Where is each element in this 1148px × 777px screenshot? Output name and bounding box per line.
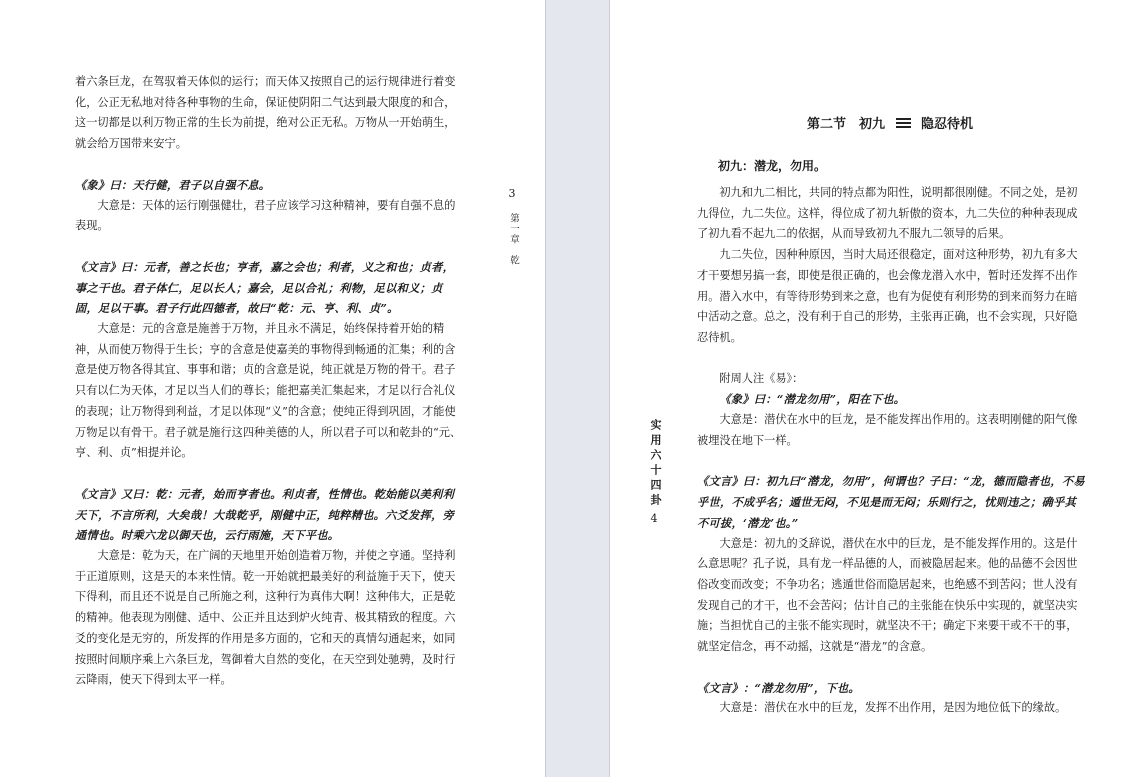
paragraph-spacer — [697, 658, 1086, 678]
body-paragraph: 初九和九二相比，共同的特点都为阳性，说明都很刚健。不同之处，是初九得位，九二失位。这样，得位成了初九斩傲的资本，九二失位的种种表现成了初九看不起九二的依据，从而导致初九不服九二领导的后果。 — [697, 186, 1078, 241]
left-page-text — [75, 72, 465, 691]
paragraph-spacer — [75, 155, 465, 175]
classic-quote: 《文言》又曰：乾：元者，始而亨者也。利贞者，性情也。乾始能以美利利天下，不言所利，大矣哉！大哉乾乎，刚健中正，纯粹精也。六爻发挥，旁通情也。时乘六龙以御天也，云行雨施，天下平也。 — [75, 486, 455, 543]
body-paragraph: 大意是：乾为天，在广阔的天地里开始创造着万物，并使之亨通。坚持利于正道原则，这是天的本来性情。乾一开始就把最美好的利益施于天下，使天下得利，而且还不说是自己所施之利，这种行为真伟大啊！这种伟大，正是乾的精神。他表现为刚健、适中、公正并且达到炉火纯青、极其精致的程度。六爻的变化是无穷的，所发挥的作用是多方面的，它和天的真情勾通起来，如同按照时间顺序乘上六条巨龙，驾御着大自然的变化，在天空到处驰骋，及时行云降雨，使天下得到太平一样。 — [75, 549, 456, 687]
section-title — [700, 113, 1080, 132]
body-paragraph: 附周人注《易》： — [719, 371, 804, 385]
right-page-text — [697, 183, 1086, 719]
body-paragraph: 大意是：初九的爻辞说，潜伏在水中的巨龙，是不能发挥作用的。这是什么意思呢？孔子说，具有龙一样品德的人，而被隐居起来。他的品德不会因世俗改变而改变；不争功名；逃遁世俗而隐居起来，也绝感不到苦闷；世人没有发现自己的才干，也不会苦闷；估计自己的主张能在快乐中实现的，就坚决实施；当担忧自己的主张不能实现时，就坚决不干；确定下来要干或不干的事，就坚定信念，再不动摇，这就是“潜龙”的含意。 — [697, 536, 1078, 654]
classic-quote: 《文言》曰：元者，善之长也；亨者，嘉之会也；利者，义之和也；贞者，事之干也。君子体仁，足以长人；嘉会，足以合礼；利物，足以和义；贞固，足以干事。君子行此四德者，故曰“乾：元、亨、利、贞”。 — [75, 259, 455, 316]
classic-quote: 《象》曰：天行健，君子以自强不息。 — [75, 177, 271, 192]
section-title-after: 隐忍待机 — [921, 117, 974, 132]
classic-quote: 《文言》：“潜龙勿用”，下也。 — [697, 680, 860, 695]
paragraph-spacer — [75, 464, 465, 484]
paragraph-spacer — [697, 349, 1086, 369]
body-paragraph: 大意是：天体的运行刚强健壮，君子应该学习这种精神，要有自强不息的表现。 — [75, 198, 456, 233]
body-paragraph: 大意是：潜伏在水中的巨龙，发挥不出作用，是因为地位低下的缘故。 — [719, 701, 1067, 715]
yao-heading: 初九：潜龙，勿用。 — [718, 159, 827, 173]
right-page-number: 4 — [650, 512, 658, 525]
hexagram-icon — [896, 118, 911, 129]
body-paragraph: 九二失位，因种种原因，当时大局还很稳定，面对这种形势，初九有多大才干要想另搞一套，即使是很正确的，也会像龙潜入水中，暂时还发挥不出作用。潜入水中，有等待形势到来之意，也有为促使有利形势的到来而努力在暗中活动之意。总之，没有利于自己的形势，主张再正确，也不会实现，只好隐忍待机。 — [697, 248, 1078, 344]
body-paragraph: 大意是：潜伏在水中的巨龙，是不能发挥出作用的。这表明刚健的阳气像被埋没在地下一样。 — [697, 413, 1078, 447]
body-paragraph: 大意是：元的含意是施善于万物，并且永不满足，始终保持着开始的精神，从而使万物得于生长；亨的含意是使嘉美的事物得到畅通的汇集；利的含意是使万物各得其宜、事事和谐；贞的含意是说，纯正就是万物的骨干。君子只有以仁为天体，才足以当人们的尊长；能把嘉美汇集起来，才足以行合礼仪的表现；让万物得到利益，才足以体现“义”的含意；使纯正得到巩固，才能使万物足以有骨干。君子就是施行这四种美德的人，所以君子可以和乾卦的“元、亨、利、贞”相提并论。 — [75, 322, 462, 460]
paragraph-spacer — [697, 451, 1086, 471]
left-running-head: 第一章 乾 — [508, 213, 519, 266]
classic-quote: 《象》曰：“潜龙勿用”，阳在下也。 — [719, 392, 906, 407]
section-title-before: 第二节 初九 — [806, 117, 885, 132]
left-page-number: 3 — [508, 187, 516, 200]
body-paragraph: 着六条巨龙，在驾驭着天体似的运行；而天体又按照自己的运行规律进行着变化，公正无私地对待各种事物的生命，保证使阴阳二气达到最大限度的和合，这一切都是以利万物正常的生长为前提，绝对公正无私。万物从一开始萌生，就会给万国带来安宁。 — [75, 75, 456, 151]
classic-quote: 《文言》曰：初九曰“潜龙，勿用”，何谓也？子曰：“龙，德而隐者也，不易乎世，不成乎名；遁世无闷，不见是而无闷；乐则行之，忧则违之；确乎其不可拔，‘潜龙’也。” — [697, 474, 1085, 530]
paragraph-spacer — [75, 237, 465, 257]
right-running-head: 实用六十四卦 — [649, 419, 662, 509]
page-gap — [546, 0, 608, 777]
